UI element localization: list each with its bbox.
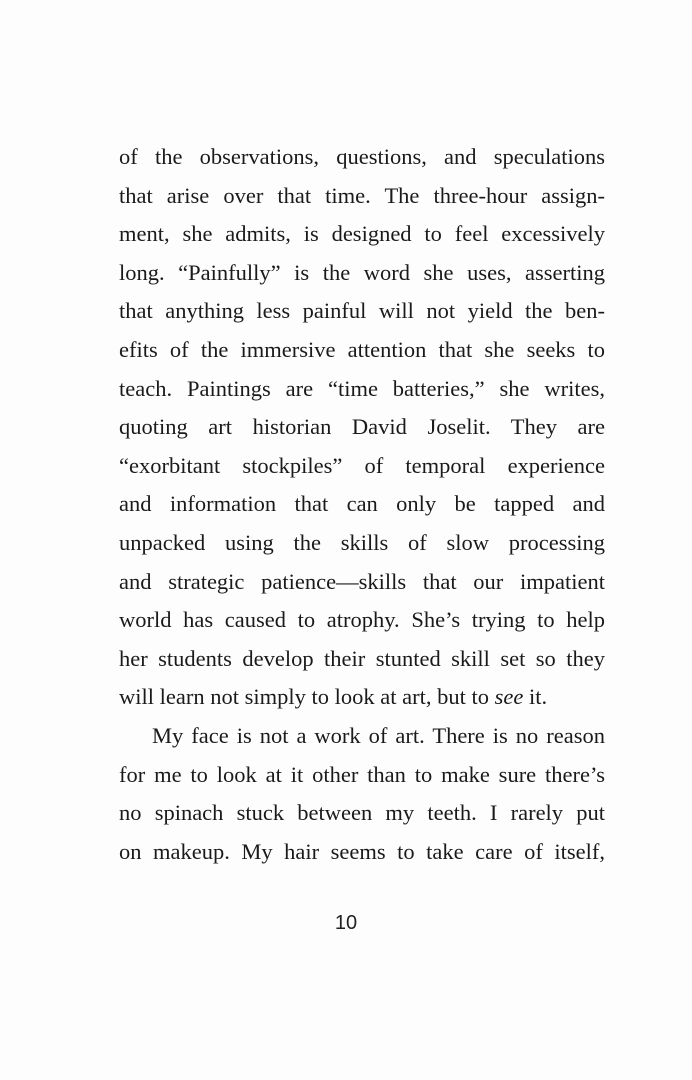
text-line: “exorbitant stockpiles” of temporal experience <box>119 452 605 478</box>
text-line: no spinach stuck between my teeth. I rarely put <box>119 800 605 826</box>
paragraph-1 <box>119 138 605 717</box>
text-line: her students develop their stunted skill set so they <box>119 645 605 671</box>
text-line: unpacked using the skills of slow processing <box>119 529 605 555</box>
text-line: ment, she admits, is designed to feel excessively <box>119 221 605 247</box>
italic-emphasis: see <box>494 684 524 710</box>
text-line: that anything less painful will not yield the ben- <box>119 298 605 324</box>
text-line: teach. Paintings are “time batteries,” she writes, <box>119 375 605 401</box>
text-line: and strategic patience—skills that our impatient <box>119 568 605 594</box>
text-line: for me to look at it other than to make sure there’s <box>119 761 605 787</box>
text-line: of the observations, questions, and speculations <box>119 144 605 169</box>
page-number: 10 <box>334 912 358 934</box>
text-line: on makeup. My hair seems to take care of itself, <box>119 838 605 864</box>
text-run: it. <box>523 684 548 710</box>
text-line: that arise over that time. The three-hour assign- <box>119 182 605 208</box>
body-text <box>119 138 605 871</box>
paragraph-2 <box>119 717 605 871</box>
text-run: will learn not simply to look at art, but to <box>119 684 495 710</box>
text-line-last <box>119 678 605 717</box>
text-line-indented: My face is not a work of art. There is no reason <box>152 722 605 748</box>
text-line: and information that can only be tapped and <box>119 491 605 517</box>
text-line: long. “Painfully” is the word she uses, asserting <box>119 259 605 285</box>
text-line: efits of the immersive attention that she seeks to <box>119 336 605 362</box>
text-line: quoting art historian David Joselit. They are <box>119 414 605 440</box>
text-line: world has caused to atrophy. She’s trying to help <box>119 607 605 633</box>
